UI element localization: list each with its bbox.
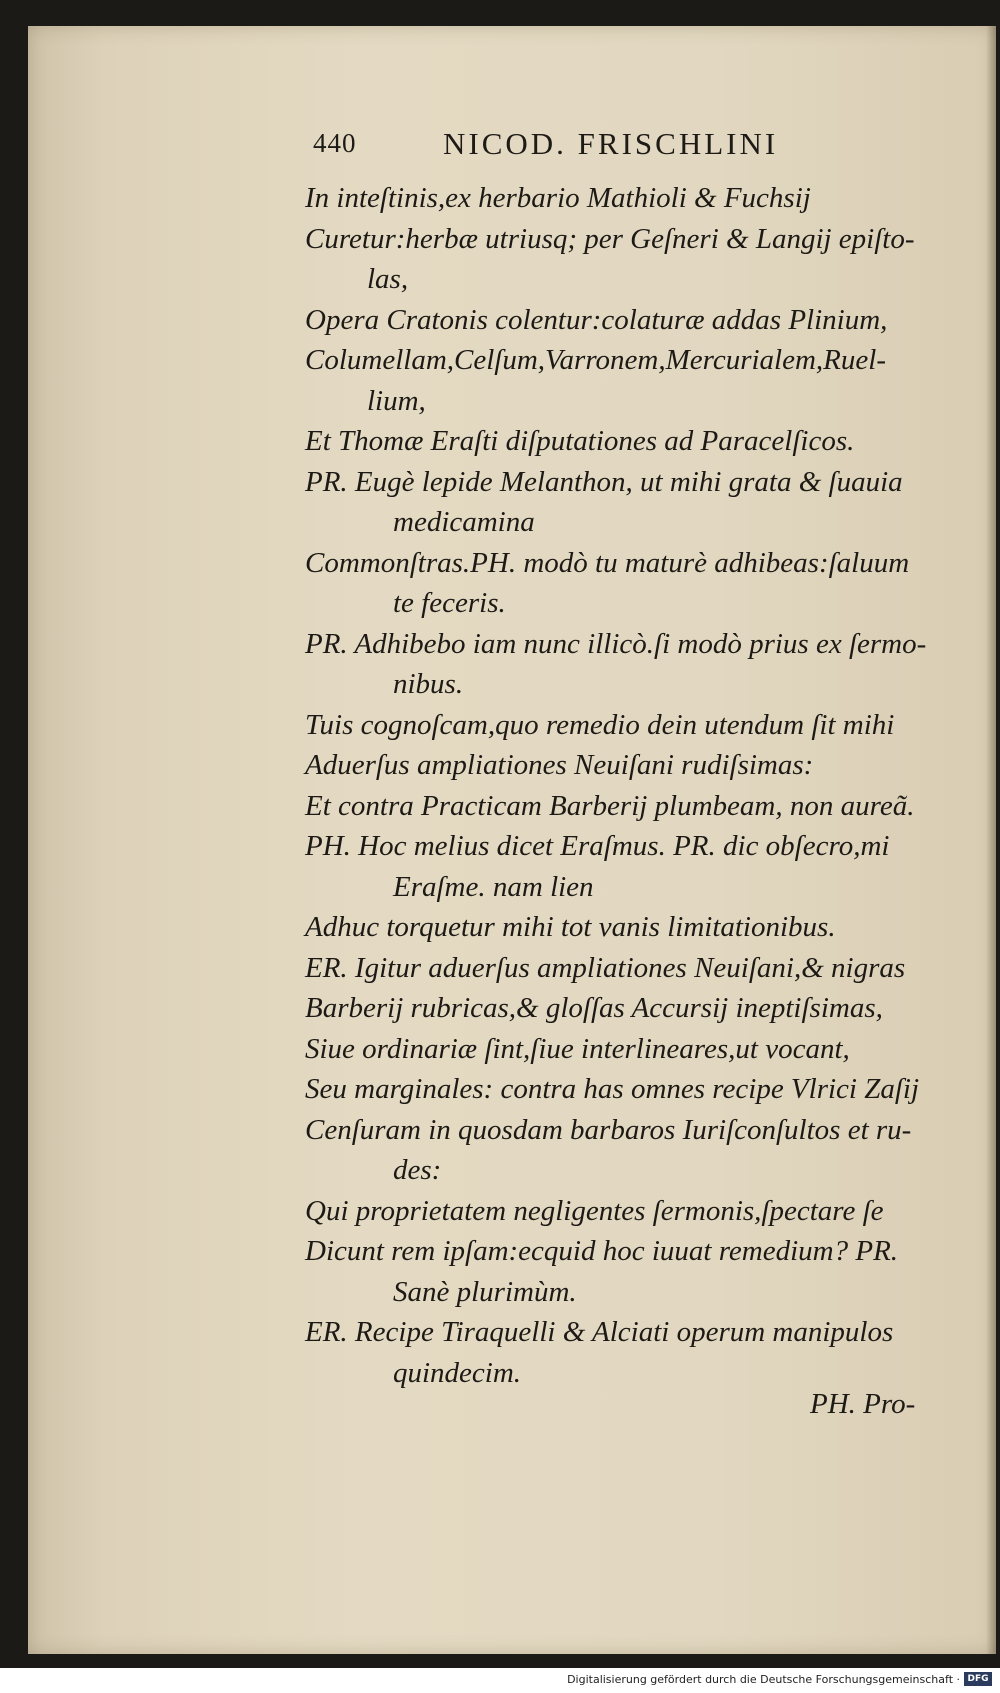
text-line: PR. Adhibebo iam nunc illicò.ſi modò prius ex ſermo- xyxy=(305,627,927,660)
text-line: medicamina xyxy=(393,506,535,538)
text-line: Dicunt rem ipſam:ecquid hoc iuuat remedium? PR. xyxy=(305,1235,899,1267)
text-line: Commonſtras.PH. modò tu maturè adhibeas:ſaluum xyxy=(305,546,910,579)
text-line: Columellam,Celſum,Varronem,Mercurialem,Ruel- xyxy=(305,344,886,376)
text-line: Opera Cratonis colentur:colaturæ addas Plinium, xyxy=(305,303,888,336)
page-number: 440 xyxy=(313,128,357,158)
text-line: ER. Recipe Tiraquelli & Alciati operum manipulos xyxy=(305,1316,894,1348)
funding-credit: Digitalisierung gefördert durch die Deutsche Forschungsgemeinschaft · xyxy=(567,1673,960,1686)
text-line: PR. Eugè lepide Melanthon, ut mihi grata & ſuauia xyxy=(305,465,903,498)
text-block xyxy=(305,178,965,1393)
text-line: Tuis cognoſcam,quo remedio dein utendum ſit mihi xyxy=(305,708,895,741)
text-line: Et Thomæ Eraſti diſputationes ad Paracelſicos. xyxy=(305,425,855,457)
text-line: des: xyxy=(393,1154,442,1186)
text-line: Sanè plurimùm. xyxy=(393,1275,577,1308)
text-line: Barberij rubricas,& gloſſas Accursij ineptiſsimas, xyxy=(305,992,883,1024)
page-edge-shadow xyxy=(986,26,996,1654)
text-line: PH. Hoc melius dicet Eraſmus. PR. dic obſecro,mi xyxy=(305,830,890,862)
text-line: Seu marginales: contra has omnes recipe Vlrici Zaſij xyxy=(305,1073,920,1105)
text-line: In inteſtinis,ex herbario Mathioli & Fuchsij xyxy=(305,182,811,214)
dfg-logo: DFG xyxy=(964,1672,992,1686)
page-header xyxy=(313,128,843,168)
text-line: Aduerſus ampliationes Neuiſani rudiſsimas: xyxy=(305,749,814,781)
text-line: ER. Igitur aduerſus ampliationes Neuiſani,& nigras xyxy=(305,951,906,984)
text-line: lium, xyxy=(367,384,426,417)
text-line: Cenſuram in quosdam barbaros Iuriſconſultos et ru- xyxy=(305,1113,912,1146)
text-line: Et contra Practicam Barberij plumbeam, non aureã. xyxy=(305,789,915,822)
text-line: Curetur:herbæ utriusq; per Geſneri & Langij epiſto- xyxy=(305,222,915,255)
catchword: PH. Pro- xyxy=(810,1388,916,1420)
footer-bar xyxy=(0,1668,1000,1693)
text-line: nibus. xyxy=(393,668,464,700)
text-line: Qui proprietatem negligentes ſermonis,ſpectare ſe xyxy=(305,1194,884,1227)
text-line: te feceris. xyxy=(393,587,506,619)
text-line: Adhuc torquetur mihi tot vanis limitationibus. xyxy=(305,911,836,943)
text-line: Eraſme. nam lien xyxy=(393,870,594,903)
text-line: Siue ordinariæ ſint,ſiue interlineares,ut vocant, xyxy=(305,1032,850,1065)
text-line: quindecim. xyxy=(393,1356,522,1389)
text-line: las, xyxy=(367,263,409,295)
running-head: NICOD. FRISCHLINI xyxy=(443,126,779,161)
